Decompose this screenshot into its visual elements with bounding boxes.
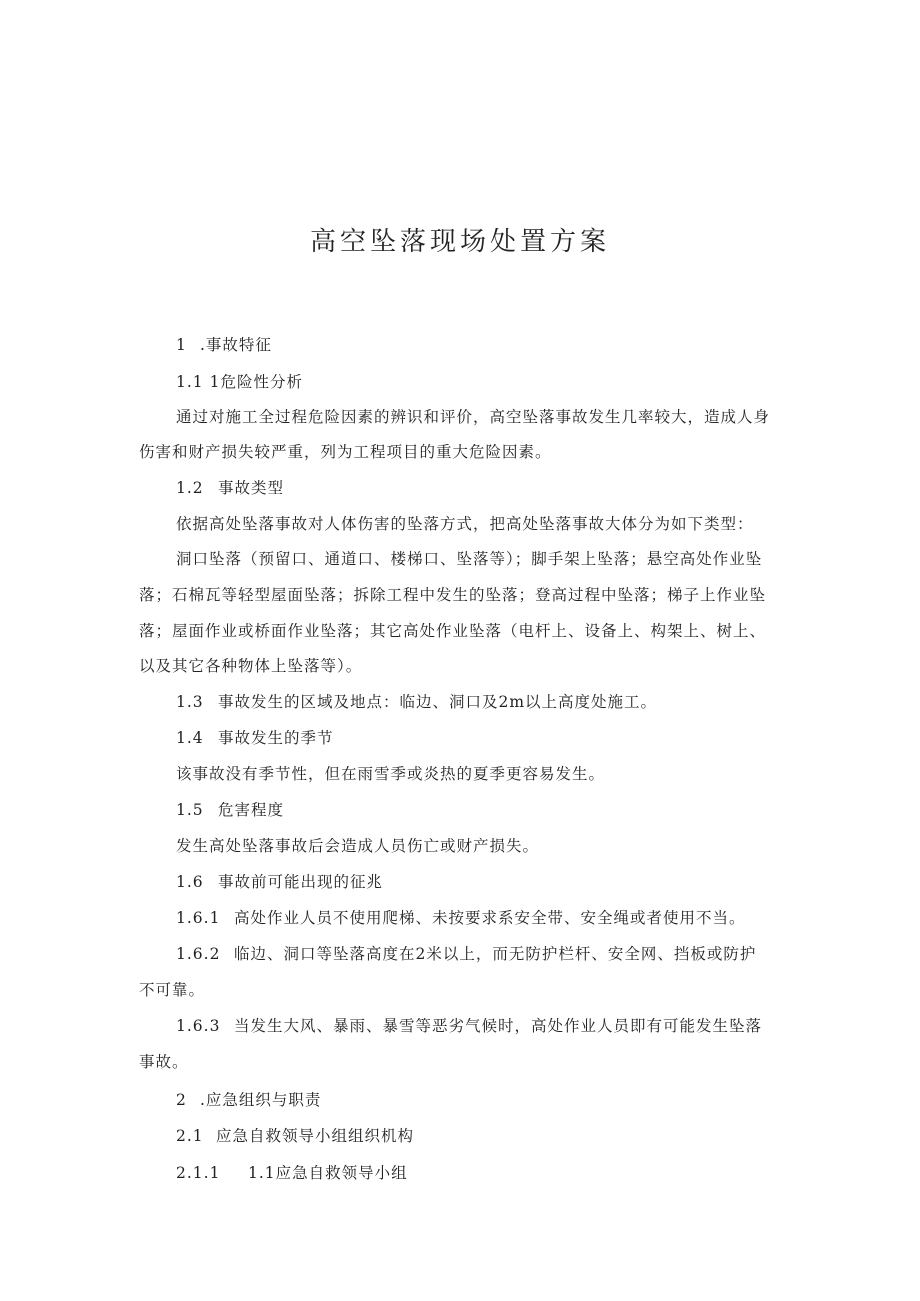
heading-text: 危害程度	[218, 801, 285, 819]
heading-number: 1.6.3	[176, 1017, 221, 1035]
paragraph-line: 落；屋面作业或桥面作业坠落；其它高处作业坠落（电杆上、设备上、构架上、树上、	[139, 622, 767, 640]
paragraph-line: 通过对施工全过程危险因素的辨识和评价，高空坠落事故发生几率较大，造成人身	[176, 408, 771, 426]
heading-2-1	[176, 1125, 414, 1147]
heading-number: 2.1.1	[176, 1164, 221, 1182]
heading-1-number: 1	[176, 336, 187, 354]
heading-1-6	[176, 871, 383, 893]
heading-2	[176, 1089, 321, 1111]
heading-2-text: .应急组织与职责	[200, 1091, 322, 1109]
heading-1-6-3	[176, 1015, 762, 1037]
heading-text: 1.1应急自救领导小组	[248, 1164, 408, 1182]
document-title: 高空坠落现场处置方案	[309, 227, 610, 257]
heading-number: 2.1	[176, 1127, 204, 1145]
heading-number: 1.5	[176, 801, 204, 819]
heading-text: 事故类型	[218, 479, 285, 497]
heading-1	[176, 334, 272, 356]
heading-1-5	[176, 799, 284, 821]
heading-number: 1.4	[176, 729, 204, 747]
heading-text: 高处作业人员不使用爬梯、未按要求系安全带、安全绳或者使用不当。	[234, 909, 746, 927]
heading-1-4	[176, 727, 334, 749]
paragraph-line: 依据高处坠落事故对人体伤害的坠落方式，把高处坠落事故大体分为如下类型：	[176, 515, 754, 533]
paragraph-line: 发生高处坠落事故后会造成人员伤亡或财产损失。	[176, 837, 540, 855]
heading-1-6-1	[176, 907, 746, 929]
heading-text: 事故发生的季节	[218, 729, 334, 747]
paragraph-line: 该事故没有季节性，但在雨雪季或炎热的夏季更容易发生。	[176, 765, 606, 783]
heading-number: 1.2	[176, 479, 204, 497]
heading-number: 1.3	[176, 693, 204, 711]
heading-text: 事故前可能出现的征兆	[218, 873, 384, 891]
paragraph-line: 不可靠。	[139, 981, 206, 999]
paragraph-line: 以及其它各种物体上坠落等）。	[139, 657, 363, 675]
heading-1-text: .事故特征	[200, 336, 272, 354]
paragraph-line: 伤害和财产损失较严重，列为工程项目的重大危险因素。	[139, 443, 552, 461]
heading-2-number: 2	[176, 1091, 187, 1109]
paragraph-line: 事故。	[139, 1053, 189, 1071]
heading-2-1-1	[176, 1162, 408, 1184]
heading-1-3	[176, 691, 657, 713]
heading-1-1: 1.1 1危险性分析	[176, 373, 303, 391]
paragraph-line: 洞口坠落（预留口、通道口、楼梯口、坠落等）；脚手架上坠落；悬空高处作业坠	[176, 550, 763, 568]
heading-text: 应急自救领导小组组织机构	[216, 1127, 415, 1145]
heading-number: 1.6.1	[176, 909, 221, 927]
heading-text: 临边、洞口等坠落高度在2米以上，而无防护栏杆、安全网、挡板或防护	[234, 945, 757, 963]
paragraph-line: 落；石棉瓦等轻型屋面坠落；拆除工程中发生的坠落；登高过程中坠落；梯子上作业坠	[139, 586, 767, 604]
heading-1-6-2	[176, 943, 756, 965]
heading-number: 1.6	[176, 873, 204, 891]
heading-text: 事故发生的区域及地点：临边、洞口及2m以上高度处施工。	[218, 693, 658, 711]
heading-text: 当发生大风、暴雨、暴雪等恶劣气候时，高处作业人员即有可能发生坠落	[234, 1017, 763, 1035]
heading-number: 1.6.2	[176, 945, 221, 963]
heading-1-2	[176, 477, 284, 499]
